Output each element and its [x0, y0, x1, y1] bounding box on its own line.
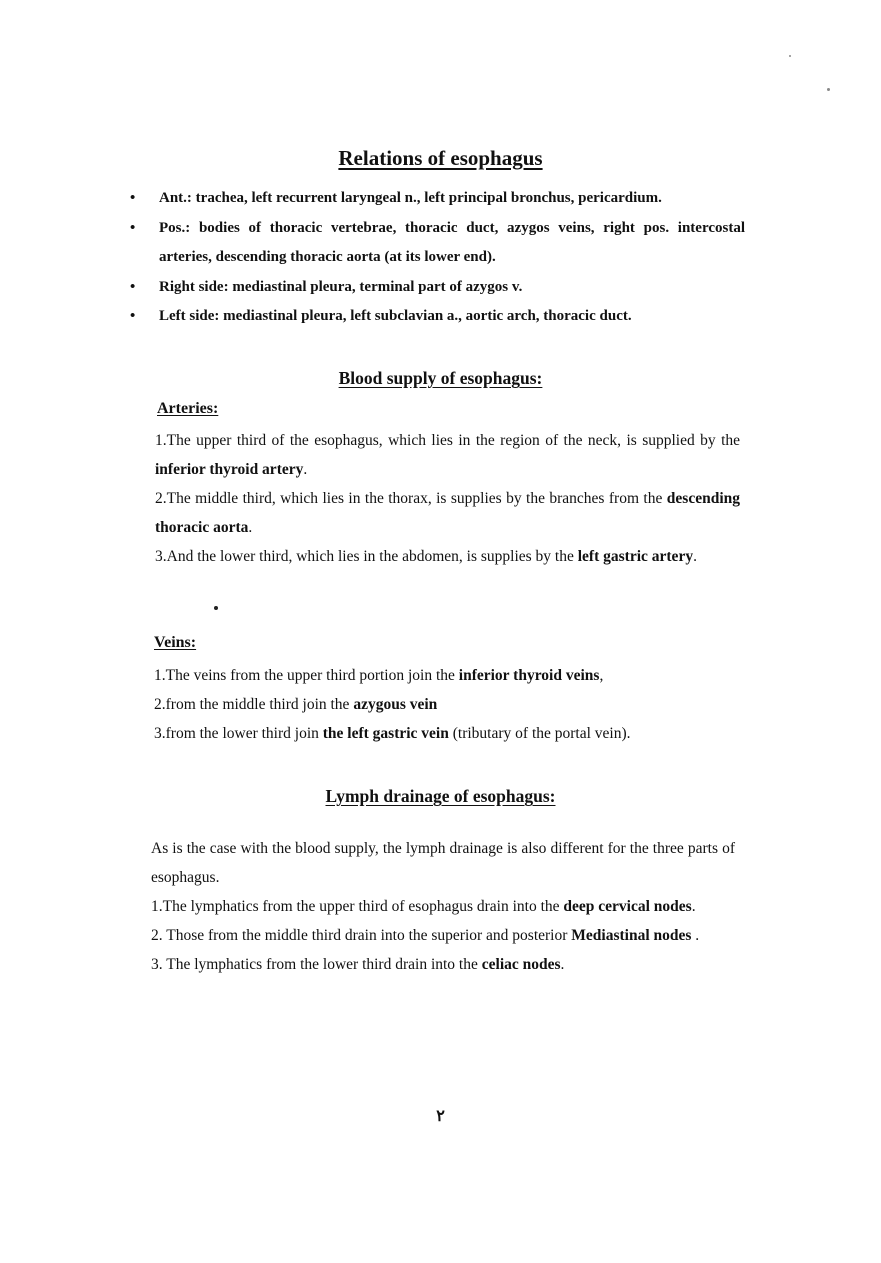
arteries-heading: Arteries: — [157, 400, 219, 417]
scan-speck — [789, 55, 791, 57]
lymph-intro: As is the case with the blood supply, the lymph drainage is also different for the three parts of esophagus. — [151, 840, 735, 886]
scan-speck — [827, 88, 830, 91]
lymph-drainage-heading: Lymph drainage of esophagus: — [325, 786, 556, 806]
stray-dot — [214, 606, 218, 610]
artery-item: 2.The middle third, which lies in the thorax, is supplies by the branches from the descending thoracic aorta. — [155, 490, 740, 536]
lymph-item: 3. The lymphatics from the lower third drain into the celiac nodes. — [151, 956, 565, 973]
blood-supply-heading: Blood supply of esophagus: — [338, 368, 543, 388]
relation-text: Left side: mediastinal pleura, left subclavian a., aortic arch, thoracic duct. — [159, 308, 632, 324]
veins-list — [154, 661, 754, 748]
relation-text: Right side: mediastinal pleura, terminal part of azygos v. — [159, 278, 523, 295]
lymph-item: 2. Those from the middle third drain into the superior and posterior Mediastinal nodes . — [151, 927, 700, 944]
bullet-icon: • — [130, 278, 136, 295]
relation-text: Pos.: bodies of thoracic vertebrae, thoracic duct, azygos veins, right pos. intercostal arteries, descending thoracic aorta (at its lower end). — [159, 219, 745, 265]
lymph-item: 1.The lymphatics from the upper third of esophagus drain into the deep cervical nodes. — [151, 898, 696, 915]
artery-item: 1.The upper third of the esophagus, which lies in the region of the neck, is supplied by the inferior thyroid artery. — [155, 432, 740, 478]
vein-item: 1.The veins from the upper third portion join the inferior thyroid veins, — [154, 667, 604, 684]
vein-item: 3.from the lower third join the left gastric vein (tributary of the portal vein). — [154, 725, 631, 742]
lymph-content — [151, 834, 735, 979]
relations-list — [130, 184, 745, 332]
veins-heading: Veins: — [154, 634, 197, 651]
arteries-list — [155, 426, 740, 571]
bullet-icon: • — [130, 308, 136, 324]
list-item — [130, 184, 745, 214]
bullet-icon: • — [130, 219, 136, 236]
list-item — [130, 302, 745, 332]
list-item — [130, 214, 745, 273]
page-number: ٢ — [436, 1108, 445, 1125]
relation-text: Ant.: trachea, left recurrent laryngeal n., left principal bronchus, pericardium. — [159, 190, 662, 206]
page-title: Relations of esophagus — [338, 146, 543, 170]
vein-item: 2.from the middle third join the azygous vein — [154, 696, 438, 713]
list-item — [130, 273, 745, 303]
artery-item: 3.And the lower third, which lies in the abdomen, is supplies by the left gastric artery. — [155, 548, 697, 565]
bullet-icon: • — [130, 190, 136, 206]
